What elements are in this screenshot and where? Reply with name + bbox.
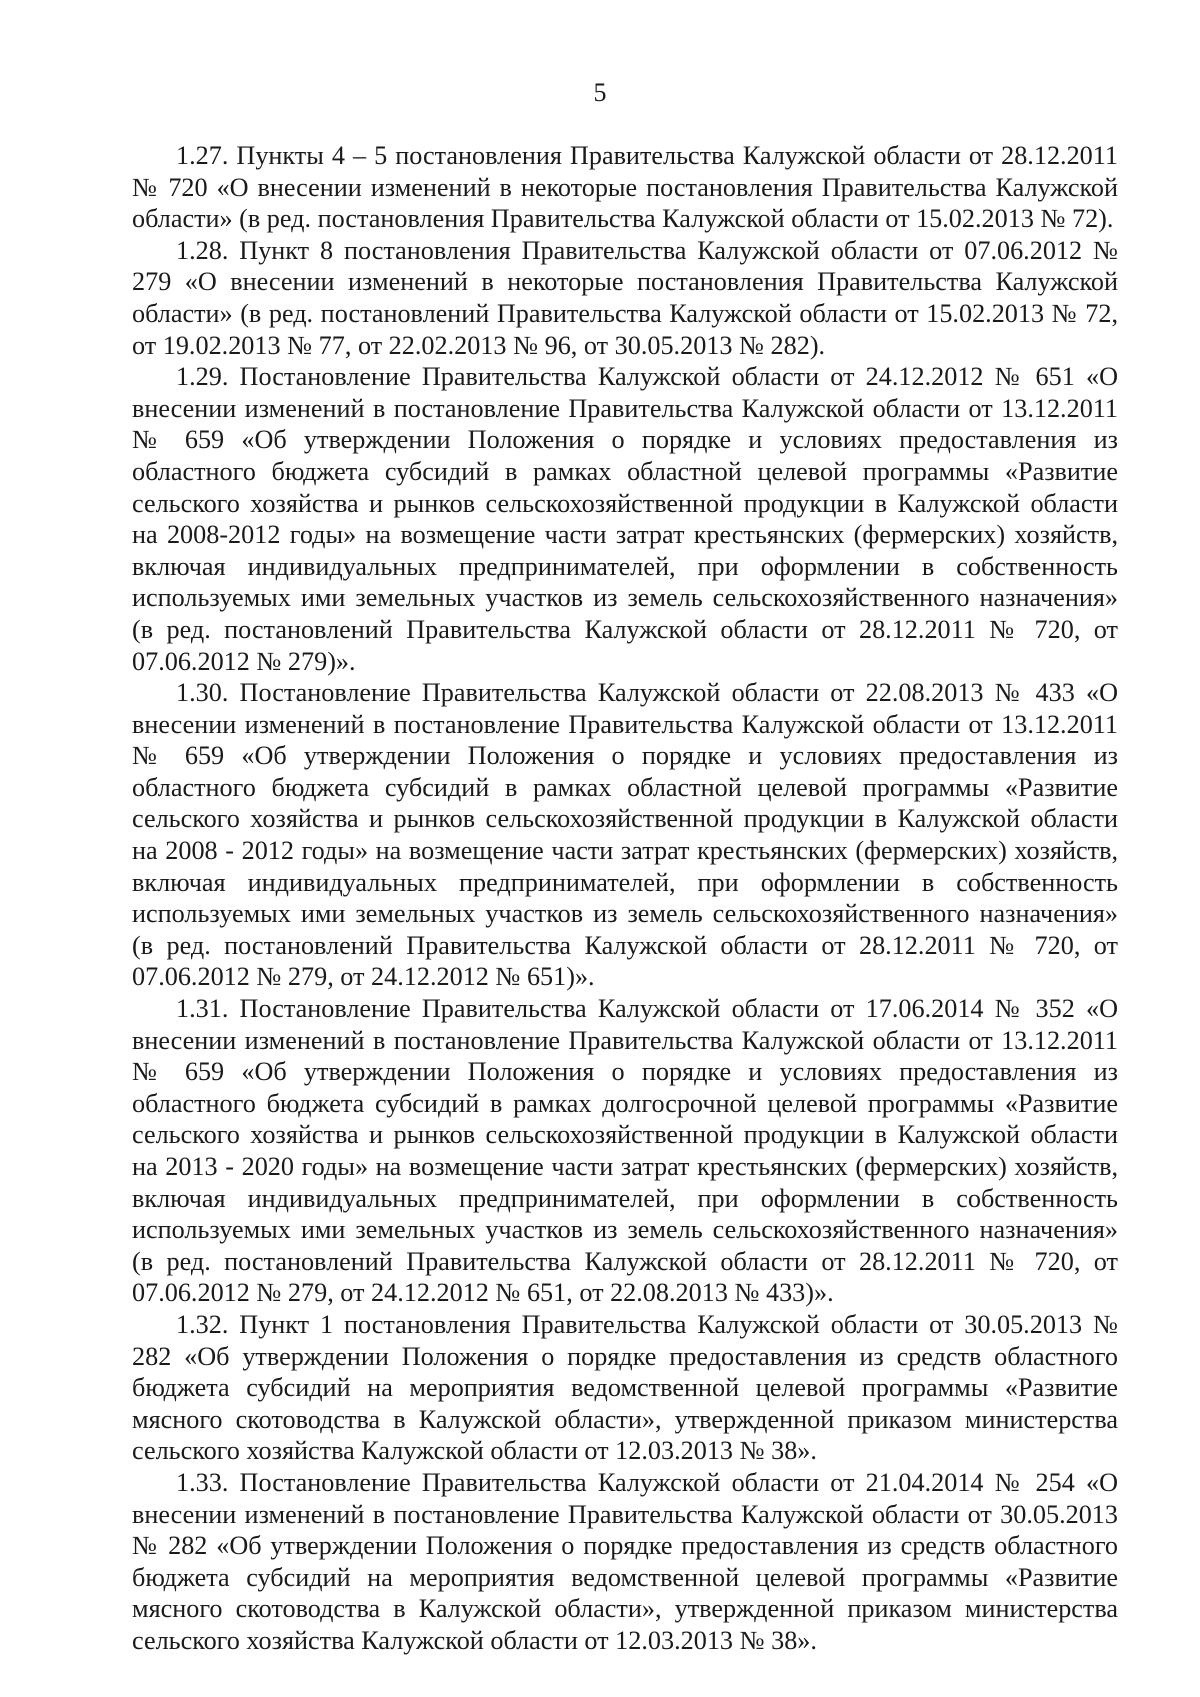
paragraph-1-33: 1.33. Постановление Правительства Калужской области от 21.04.2014 № 254 «О внесении изменений в постановление Правительства Калужской области от 30.05.2013 № 282 «Об утверждении Положения о порядке предоставления из средств областного бюджета субсидий на мероприятия ведомственной целевой программы «Развитие мясного скотоводства в Калужской области», утвержденной приказом министерства сельского хозяйства Калужской области от 12.03.2013 № 38». (132, 1467, 1118, 1655)
paragraph-1-32: 1.32. Пункт 1 постановления Правительства Калужской области от 30.05.2013 № 282 «Об утверждении Положения о порядке предоставления из средств областного бюджета субсидий на мероприятия ведомственной целевой программы «Развитие мясного скотоводства в Калужской области», утвержденной приказом министерства сельского хозяйства Калужской области от 12.03.2013 № 38». (132, 1309, 1118, 1466)
paragraph-1-27: 1.27. Пункты 4 – 5 постановления Правительства Калужской области от 28.12.2011 № 720 «О внесении изменений в некоторые постановления Правительства Калужской области» (в ред. постановления Правительства Калужской области от 15.02.2013 № 72). (132, 141, 1118, 234)
page-number: 5 (593, 78, 607, 107)
paragraph-1-30: 1.30. Постановление Правительства Калужской области от 22.08.2013 № 433 «О внесении изменений в постановление Правительства Калужской области от 13.12.2011 № 659 «Об утверждении Положения о порядке и условиях предоставления из областного бюджета субсидий в рамках областной целевой программы «Развитие сельского хозяйства и рынков сельскохозяйственной продукции в Калужской области на 2008 - 2012 годы» на возмещение части затрат крестьянских (фермерских) хозяйств, включая индивидуальных предпринимателей, при оформлении в собственность используемых ими земельных участков из земель сельскохозяйственного назначения» (в ред. постановлений Правительства Калужской области от 28.12.2011 № 720, от 07.06.2012 № 279, от 24.12.2012 № 651)». (132, 678, 1118, 992)
document-body (132, 140, 1118, 1657)
paragraph-1-29: 1.29. Постановление Правительства Калужской области от 24.12.2012 № 651 «О внесении изменений в постановление Правительства Калужской области от 13.12.2011 № 659 «Об утверждении Положения о порядке и условиях предоставления из областного бюджета субсидий в рамках областной целевой программы «Развитие сельского хозяйства и рынков сельскохозяйственной продукции в Калужской области на 2008-2012 годы» на возмещение части затрат крестьянских (фермерских) хозяйств, включая индивидуальных предпринимателей, при оформлении в собственность используемых ими земельных участков из земель сельскохозяйственного назначения» (в ред. постановлений Правительства Калужской области от 28.12.2011 № 720, от 07.06.2012 № 279)». (132, 362, 1118, 676)
paragraph-1-28: 1.28. Пункт 8 постановления Правительства Калужской области от 07.06.2012 № 279 «О внесении изменений в некоторые постановления Правительства Калужской области» (в ред. постановлений Правительства Калужской области от 15.02.2013 № 72, от 19.02.2013 № 77, от 22.02.2013 № 96, от 30.05.2013 № 282). (132, 235, 1118, 360)
paragraph-1-31: 1.31. Постановление Правительства Калужской области от 17.06.2014 № 352 «О внесении изменений в постановление Правительства Калужской области от 13.12.2011 № 659 «Об утверждении Положения о порядке и условиях предоставления из областного бюджета субсидий в рамках долгосрочной целевой программы «Развитие сельского хозяйства и рынков сельскохозяйственной продукции в Калужской области на 2013 - 2020 годы» на возмещение части затрат крестьянских (фермерских) хозяйств, включая индивидуальных предпринимателей, при оформлении в собственность используемых ими земельных участков из земель сельскохозяйственного назначения» (в ред. постановлений Правительства Калужской области от 28.12.2011 № 720, от 07.06.2012 № 279, от 24.12.2012 № 651, от 22.08.2013 № 433)». (132, 994, 1118, 1308)
